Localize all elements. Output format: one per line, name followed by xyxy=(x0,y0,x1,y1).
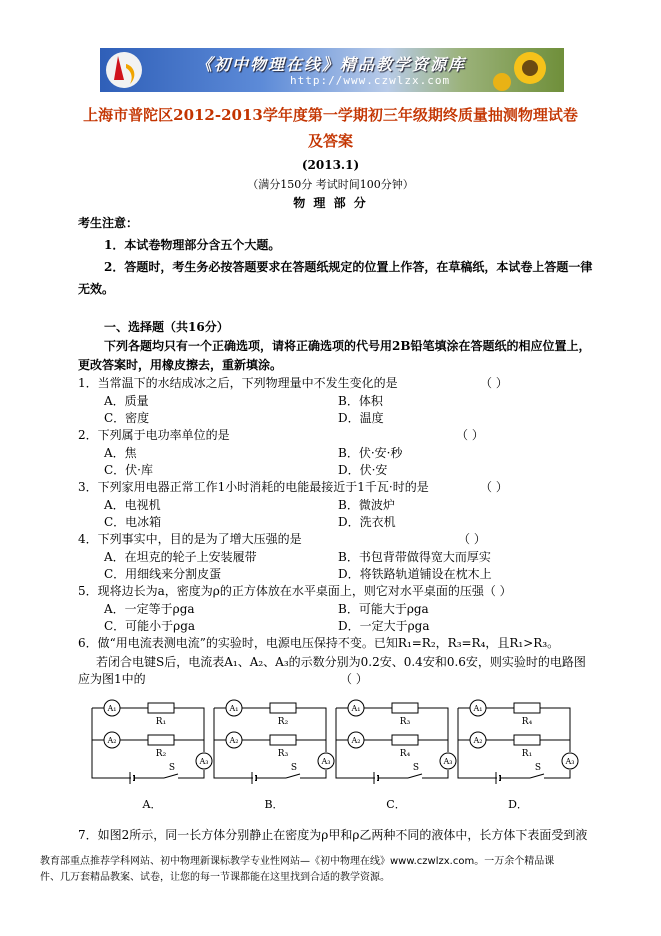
question-stem: 7．如图2所示，同一长方体分别静止在密度为ρ甲和ρ乙两种不同的液体中，长方体下表面受到液 xyxy=(78,828,588,842)
question-stem: 1．当常温下的水结成冰之后，下列物理量中不发生变化的是 xyxy=(78,376,398,390)
resistor-bottom xyxy=(148,735,174,745)
part1-instr-a: 下列各题均只有一个正确选项，请将正确选项的代号用2B铅笔填涂在答题纸的相应位置上， xyxy=(104,339,591,353)
resistor-label: R₁ xyxy=(155,717,167,727)
resistor-bottom xyxy=(270,735,296,745)
option: C．伏·库 xyxy=(104,463,153,477)
exam-title-line1: 上海市普陀区2012-2013学年度第一学期初三年级期终质量抽测物理试卷 xyxy=(83,106,578,124)
circuit-figure-1 xyxy=(90,690,590,810)
battery-gap xyxy=(253,776,256,780)
answer-paren: （ ） xyxy=(480,376,508,390)
switch-gap xyxy=(530,776,544,780)
question-stem: 应为图1中的 xyxy=(78,672,146,686)
switch-label: S xyxy=(168,763,176,773)
resistor-top xyxy=(514,703,540,713)
question-stem: 4．下列事实中，目的是为了增大压强的是 xyxy=(78,532,302,546)
circuit-option-label: C． xyxy=(386,798,406,810)
notice-heading: 考生注意： xyxy=(78,216,139,230)
question-stem: 若闭合电键S后，电流表A₁、A₂、A₃的示数分别为0.2安、0.4安和0.6安，则实验时的电路图 xyxy=(96,655,586,669)
resistor-top xyxy=(270,703,296,713)
ammeter-label: A₂ xyxy=(229,736,239,745)
option: D．一定大于ρga xyxy=(338,619,430,633)
battery-gap xyxy=(131,776,134,780)
resistor-bottom xyxy=(392,735,418,745)
option: B．体积 xyxy=(338,394,383,408)
resistor-label: R₄ xyxy=(399,749,411,759)
banner-title: 《初中物理在线》精品教学资源库 xyxy=(196,55,467,74)
resistor-label: R₃ xyxy=(399,717,411,727)
notice-item2-a: 2．答题时，考生务必按答题要求在答题纸规定的位置上作答，在草稿纸，本试卷上答题一律 xyxy=(104,260,593,274)
resistor-label: R₃ xyxy=(277,749,289,759)
option: D．洗衣机 xyxy=(338,515,396,529)
notice-item2-b: 无效。 xyxy=(78,282,115,296)
section-title: 物 理 部 分 xyxy=(293,196,368,210)
question-stem: 5．现将边长为a，密度为ρ的正方体放在水平桌面上，则它对水平桌面的压强（ ） xyxy=(78,584,512,598)
option: B．可能大于ρga xyxy=(338,602,429,616)
ammeter-label: A₁ xyxy=(351,704,361,713)
resistor-top xyxy=(392,703,418,713)
score-time: （满分150分 考试时间100分钟） xyxy=(247,178,414,191)
option: A．在坦克的轮子上安装履带 xyxy=(104,550,257,564)
ammeter-label: A₁ xyxy=(107,704,117,713)
battery-gap xyxy=(375,776,378,780)
answer-paren: （ ） xyxy=(480,480,508,494)
site-logo-icon xyxy=(104,50,144,90)
option: C．密度 xyxy=(104,411,150,425)
option: D．温度 xyxy=(338,411,384,425)
question-stem: 3．下列家用电器正常工作1小时消耗的电能最接近于1千瓦·时的是 xyxy=(78,480,429,494)
option: D．将铁路轨道铺设在枕木上 xyxy=(338,567,492,581)
ammeter-label: A₂ xyxy=(107,736,117,745)
switch-label: S xyxy=(534,763,542,773)
resistor-label: R₂ xyxy=(155,749,167,759)
resistor-label: R₁ xyxy=(521,749,533,759)
ammeter-label: A₁ xyxy=(229,704,239,713)
switch-gap xyxy=(408,776,422,780)
answer-paren: （ ） xyxy=(340,672,368,686)
answer-paren: （ ） xyxy=(456,428,484,442)
footer-line2: 件、几万套精品教案、试卷，让您的每一节课都能在这里找到合适的教学资源。 xyxy=(40,872,390,883)
ammeter-label: A₃ xyxy=(199,757,209,766)
option: A．质量 xyxy=(104,394,149,408)
ammeter-label: A₃ xyxy=(565,757,575,766)
circuit-option-label: D． xyxy=(508,798,528,810)
option: D．伏·安 xyxy=(338,463,388,477)
circuit-option-label: B． xyxy=(264,798,284,810)
circuit-option-label: A． xyxy=(142,798,162,810)
header-banner xyxy=(100,48,564,92)
switch-label: S xyxy=(412,763,420,773)
option: A．一定等于ρga xyxy=(104,602,195,616)
battery-gap xyxy=(497,776,500,780)
resistor-label: R₂ xyxy=(277,717,289,727)
footer-line1: 教育部重点推荐学科网站、初中物理新课标教学专业性网站—《初中物理在线》www.czwlzx.com。一万余个精品课 xyxy=(40,856,555,867)
resistor-bottom xyxy=(514,735,540,745)
resistor-top xyxy=(148,703,174,713)
option: C．可能小于ρga xyxy=(104,619,196,633)
option: C．用细线来分割皮蛋 xyxy=(104,567,222,581)
option: B．伏·安·秒 xyxy=(338,446,403,460)
switch-gap xyxy=(164,776,178,780)
exam-date: (2013.1) xyxy=(301,158,360,172)
option: B．书包背带做得宽大而厚实 xyxy=(338,550,491,564)
part1-instr-b: 更改答案时，用橡皮擦去，重新填涂。 xyxy=(78,358,283,372)
exam-title-line2: 及答案 xyxy=(307,132,353,150)
resistor-label: R₄ xyxy=(521,717,533,727)
sunflower-icon xyxy=(490,48,560,92)
option: B．微波炉 xyxy=(338,498,395,512)
ammeter-label: A₂ xyxy=(351,736,361,745)
option: C．电冰箱 xyxy=(104,515,162,529)
banner-url[interactable]: http://www.czwlzx.com xyxy=(290,74,451,87)
option: A．焦 xyxy=(104,446,137,460)
answer-paren: （ ） xyxy=(458,532,486,546)
switch-label: S xyxy=(290,763,298,773)
ammeter-label: A₃ xyxy=(321,757,331,766)
question-stem: 2．下列属于电功率单位的是 xyxy=(78,428,230,442)
switch-gap xyxy=(286,776,300,780)
ammeter-label: A₃ xyxy=(443,757,453,766)
part1-heading: 一、选择题（共16分） xyxy=(104,320,229,334)
ammeter-label: A₁ xyxy=(473,704,483,713)
option: A．电视机 xyxy=(104,498,161,512)
notice-item1: 1．本试卷物理部分含五个大题。 xyxy=(104,238,281,252)
question-stem: 6．做“用电流表测电流”的实验时，电源电压保持不变。已知R₁=R₂，R₃=R₄，且R₁>R₃。 xyxy=(78,636,560,650)
ammeter-label: A₂ xyxy=(473,736,483,745)
